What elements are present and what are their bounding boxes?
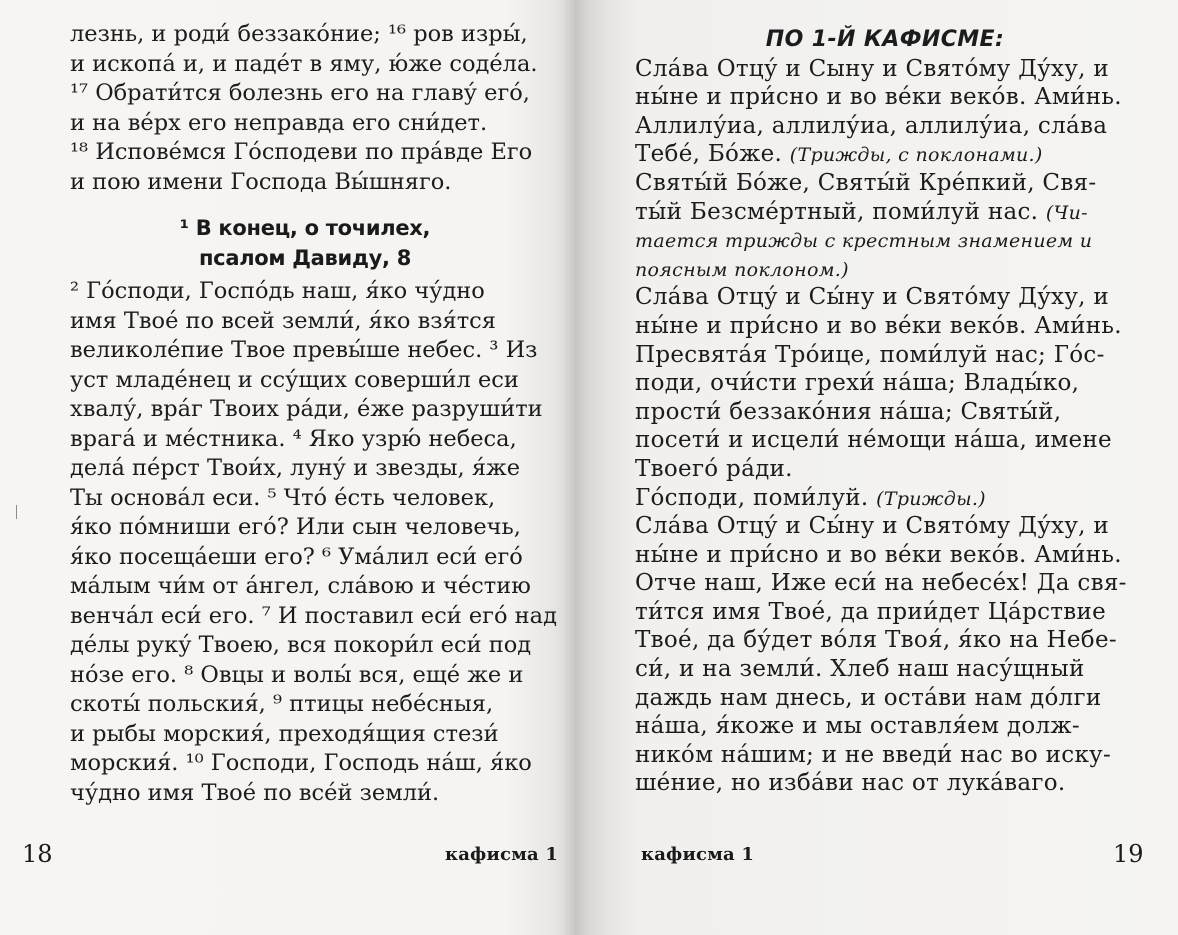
prayer-line <box>635 655 1135 684</box>
text-line: Ты основа́л еси. ⁵ Что́ е́сть человек, <box>70 484 496 511</box>
prayer-line <box>635 741 1135 770</box>
prayer-line <box>635 255 1135 284</box>
prayer-text: нико́м на́шим; и не введи́ нас во иску- <box>635 741 1112 768</box>
prayer-text: Тебе́, Бо́же. <box>635 141 790 168</box>
left-page <box>0 0 575 935</box>
text-line: ¹⁸ Испове́мся Го́сподеви по пра́вде Его <box>70 139 533 165</box>
prayer-line <box>635 283 1135 312</box>
prayer-line <box>635 626 1135 655</box>
prayer-line <box>635 140 1135 169</box>
prayer-line <box>635 712 1135 741</box>
text-line: ма́лым чи́м от а́нгел, сла́вою и че́стию <box>70 573 531 599</box>
running-title-right: кафисма 1 <box>641 844 755 865</box>
text-line: и рыбы морския́, преходя́щия стези́ <box>70 720 499 747</box>
prayer-line <box>635 341 1135 370</box>
prayer-text: ше́ние, но изба́ви нас от лука́ваго. <box>635 770 1066 797</box>
page-number-right: 19 <box>1113 840 1144 868</box>
prayer-text: Твоего́ ра́ди. <box>635 455 793 482</box>
text-line: и пою имени Господа Вы́шняго. <box>70 168 452 195</box>
prayer-text: си́, и на земли́. Хлеб наш насу́щный <box>635 656 1085 683</box>
prayer-line <box>635 684 1135 713</box>
prayer-line <box>635 398 1135 427</box>
prayer-line <box>635 541 1135 570</box>
rubric-text: тается трижды с крестным знамением и <box>635 230 1093 253</box>
prayer-text: Святы́й Бо́же, Святы́й Кре́пкий, Свя- <box>635 169 1097 196</box>
prayer-line <box>635 198 1135 227</box>
left-text-after-heading <box>70 277 557 808</box>
text-line: имя Твое́ по всей земли́, я́ко взя́тся <box>70 307 496 334</box>
text-line: великоле́пие Твое превы́ше небес. ³ Из <box>70 337 538 363</box>
right-text-lines <box>635 55 1135 798</box>
text-line: скоты́ польския́, ⁹ птицы небе́сныя, <box>70 691 494 717</box>
right-page-text <box>635 26 1135 798</box>
rubric-text: (Чи- <box>1045 201 1088 224</box>
text-line: чу́дно имя Твое́ по все́й земли́. <box>70 779 440 806</box>
text-line: де́лы руку́ Твоею, вся покори́л еси́ под <box>70 632 532 658</box>
prayer-line <box>635 598 1135 627</box>
text-line: лезнь, и роди́ беззако́ние; ¹⁶ ров изры́, <box>70 21 528 47</box>
prayer-text: ти́тся имя Твое́, да прии́дет Ца́рствие <box>635 598 1107 625</box>
text-line: хвалу́, вра́г Твоих ра́ди, е́же разруши́ти <box>70 396 543 422</box>
psalm-heading-line: ¹ В конец, о точилех, <box>179 216 431 240</box>
prayer-line <box>635 226 1135 255</box>
prayer-text: ны́не и при́сно и во ве́ки веко́в. Ами́нь. <box>635 541 1122 568</box>
prayer-text: Сла́ва Отцу́ и Сы́ну и Свято́му Ду́ху, и <box>635 513 1110 540</box>
text-line: я́ко по́мниши его́? Или сын человечь, <box>70 514 521 540</box>
text-line: я́ко посеща́еши его? ⁶ Ума́лил еси́ его́ <box>70 543 523 570</box>
prayer-line <box>635 512 1135 541</box>
prayer-line <box>635 484 1135 513</box>
prayer-text: Отче наш, Иже еси́ на небесе́х! Да свя- <box>635 570 1127 597</box>
psalm-heading-line: псалом Давиду, 8 <box>198 245 412 270</box>
text-line: уст младе́нец и ссу́щих соверши́л еси <box>70 366 519 393</box>
running-title-left: кафисма 1 <box>445 844 559 865</box>
prayer-text: Твое́, да бу́дет во́ля Твоя́, я́ко на Небе- <box>635 627 1117 654</box>
book-gutter <box>563 0 587 935</box>
prayer-line <box>635 55 1135 84</box>
prayer-line <box>635 169 1135 198</box>
left-text-before-heading <box>70 20 540 197</box>
prayer-text: ны́не и при́сно и во ве́ки веко́в. Ами́нь. <box>635 312 1122 339</box>
prayer-text: даждь нам днесь, и оста́ви нам до́лги <box>635 684 1102 711</box>
prayer-text: Пресвята́я Тро́ице, поми́луй нас; Го́с- <box>635 341 1105 368</box>
prayer-line <box>635 312 1135 341</box>
prayer-line <box>635 426 1135 455</box>
psalm-heading <box>70 214 540 273</box>
text-line: ¹⁷ Обрати́тся болезнь его на главу́ его́, <box>70 80 530 106</box>
kathisma-heading: ПО 1-Й КАФИСМЕ: <box>765 27 1005 52</box>
prayer-text: на́ша, я́коже и мы оставля́ем долж- <box>635 713 1080 740</box>
margin-mark <box>16 505 17 519</box>
rubric-text: поясным поклоном.) <box>635 258 849 281</box>
prayer-line <box>635 83 1135 112</box>
prayer-line <box>635 569 1135 598</box>
rubric-text: (Трижды, с поклонами.) <box>789 144 1043 167</box>
prayer-line <box>635 455 1135 484</box>
prayer-line <box>635 112 1135 141</box>
prayer-text: прости́ беззако́ния на́ша; Святы́й, <box>635 398 1062 425</box>
prayer-line <box>635 769 1135 798</box>
text-line: но́зе его. ⁸ Овцы и волы́ вся, еще́ же и <box>70 661 524 688</box>
prayer-text: Го́споди, поми́луй. <box>635 484 877 511</box>
prayer-text: Аллилу́иа, аллилу́иа, аллилу́иа, сла́ва <box>635 112 1108 139</box>
text-line: и на ве́рх его неправда его сни́дет. <box>70 109 488 136</box>
text-line: врага́ и ме́стника. ⁴ Яко узрю́ небеса, <box>70 425 517 452</box>
prayer-text: поди, очи́сти грехи́ на́ша; Влады́ко, <box>635 370 1080 397</box>
prayer-text: посети́ и исцели́ не́мощи на́ша, имене <box>635 427 1112 454</box>
prayer-text: Сла́ва Отцу́ и Сы́ну и Свято́му Ду́ху, и <box>635 284 1110 311</box>
prayer-line <box>635 369 1135 398</box>
prayer-text: ны́не и при́сно и во ве́ки веко́в. Ами́нь. <box>635 84 1122 111</box>
right-page <box>575 0 1178 935</box>
text-line: и ископа́ и, и паде́т в яму, ю́же соде́ла. <box>70 50 538 77</box>
left-page-text <box>70 20 557 808</box>
prayer-text: Сла́ва Отцу́ и Сыну и Свято́му Ду́ху, и <box>635 55 1110 82</box>
text-line: дела́ пе́рст Твои́х, луну́ и звезды, я́же <box>70 455 521 481</box>
rubric-text: (Трижды.) <box>876 487 986 510</box>
text-line: венча́л еси́ его. ⁷ И поставил еси́ его́ над <box>70 602 557 629</box>
text-line: ² Го́споди, Госпо́дь наш, я́ко чу́дно <box>70 278 485 304</box>
prayer-text: ты́й Безсме́ртный, поми́луй нас. <box>635 198 1046 225</box>
page-number-left: 18 <box>22 840 53 868</box>
text-line: морския́. ¹⁰ Господи, Господь на́ш, я́ко <box>70 750 532 776</box>
